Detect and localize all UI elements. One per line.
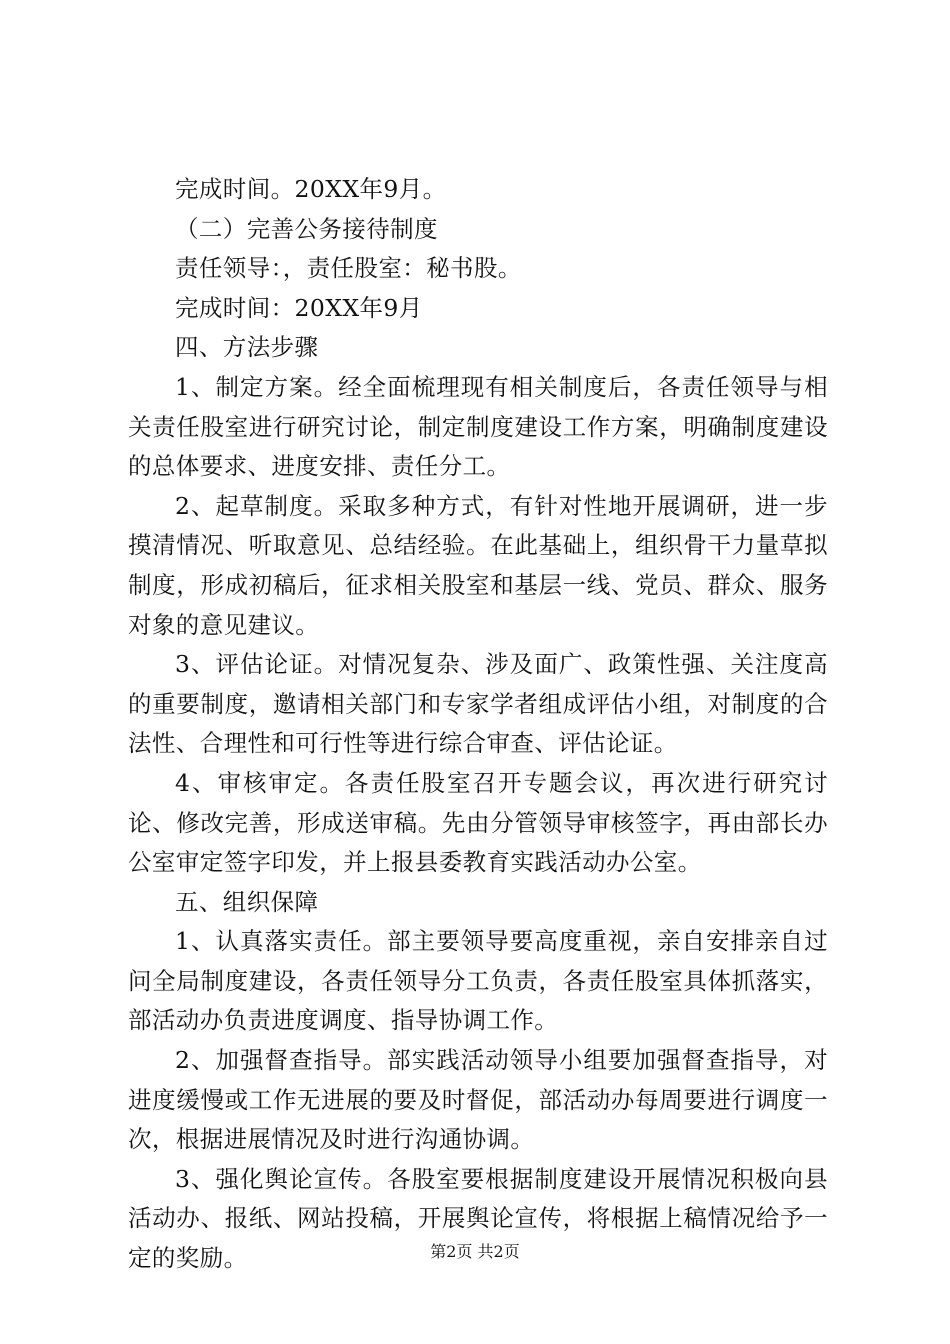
paragraph-org-1: 1、认真落实责任。部主要领导要高度重视，亲自安排亲自过问全局制度建设，各责任领导分工负责，各责任股室具体抓落实，部活动办负责进度调度、指导协调工作。 <box>128 927 828 1035</box>
paragraph-step-1: 1、制定方案。经全面梳理现有相关制度后，各责任领导与相关责任股室进行研究讨论，制定制度建设工作方案，明确制度建设的总体要求、进度安排、责任分工。 <box>128 372 828 481</box>
heading-organization: 五、组织保障 <box>175 887 319 916</box>
paragraph-step-4: 4、审核审定。各责任股室召开专题会议，再次进行研究讨论、修改完善，形成送审稿。先由分管领导审核签字，再由部长办公室审定签字印发，并上报县委教育实践活动办公室。 <box>128 768 828 877</box>
heading-reception-system: （二）完善公务接待制度 <box>175 214 438 243</box>
paragraph-org-2: 2、加强督查指导。部实践活动领导小组要加强督查指导，对进度缓慢或工作无进展的要及时督促，部活动办每周要进行调度一次，根据进展情况及时进行沟通协调。 <box>128 1046 828 1154</box>
paragraph-completion-time-2: 完成时间：20XX年9月 <box>175 293 423 322</box>
paragraph-step-3: 3、评估论证。对情况复杂、涉及面广、政策性强、关注度高的重要制度，邀请相关部门和专家学者组成评估小组，对制度的合法性、合理性和可行性等进行综合审查、评估论证。 <box>128 650 828 758</box>
paragraph-responsibility: 责任领导：，责任股室：秘书股。 <box>175 254 522 283</box>
page-footer: 第2页 共2页 <box>430 1242 520 1261</box>
paragraph-step-2: 2、起草制度。采取多种方式，有针对性地开展调研，进一步摸清情况、听取意见、总结经验。在此基础上，组织骨干力量草拟制度，形成初稿后，征求相关股室和基层一线、党员、群众、服务对象的意见建议。 <box>128 491 828 639</box>
paragraph-completion-time-1: 完成时间。20XX年9月。 <box>175 175 447 203</box>
paragraph-org-3: 3、强化舆论宣传。各股室要根据制度建设开展情况积极向县活动办、报纸、网站投稿，开展舆论宣传，将根据上稿情况给予一定的奖励。 <box>128 1164 828 1273</box>
document-body <box>128 170 828 1279</box>
heading-method-steps: 四、方法步骤 <box>175 333 319 362</box>
